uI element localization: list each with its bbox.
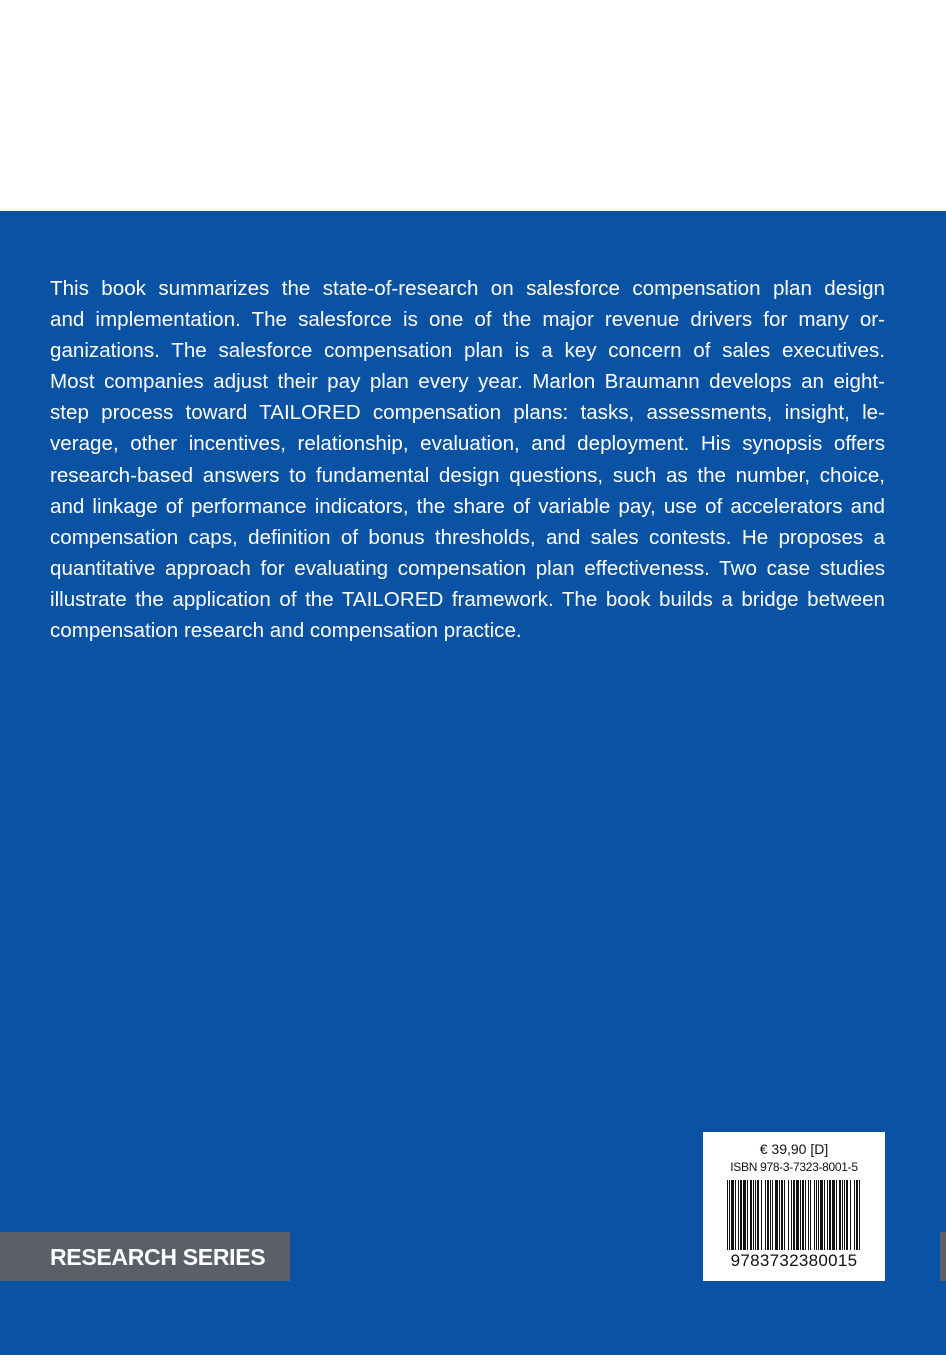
blurb-line: research-based answers to fundamental design questions, such as the number, choice,: [50, 463, 885, 487]
isbn: ISBN 978-3-7323-8001-5: [730, 1160, 858, 1174]
blurb-line: compensation caps, definition of bonus thresholds, and sales contests. He proposes a: [50, 525, 885, 549]
blurb-line: This book summarizes the state-of-research on salesforce compensation plan design: [50, 277, 885, 300]
price: € 39,90 [D]: [759, 1141, 829, 1157]
back-cover: [0, 211, 946, 1355]
barcode-bar: [859, 1180, 860, 1250]
blurb-line: step process toward TAILORED compensation plans: tasks, assessments, insight, le-: [50, 401, 885, 425]
blurb-line: and linkage of performance indicators, the share of variable pay, use of accelerators and: [50, 494, 885, 518]
spine-edge-tab: [940, 1232, 946, 1281]
series-label: RESEARCH SERIES: [50, 1244, 266, 1270]
ean-number: 9783732380015: [730, 1251, 858, 1270]
barcode-bars: [727, 1180, 862, 1250]
blurb-text: [50, 273, 885, 646]
blurb-line: quantitative approach for evaluating compensation plan effectiveness. Two case studies: [50, 556, 885, 580]
blurb-line: and implementation. The salesforce is one of the major revenue drivers for many or-: [50, 308, 885, 332]
blurb-line: Most companies adjust their pay plan every year. Marlon Braumann develops an eight-: [50, 370, 885, 394]
blurb-line: illustrate the application of the TAILORED framework. The book builds a bridge between: [50, 587, 885, 611]
blurb-line: ganizations. The salesforce compensation plan is a key concern of sales executives.: [50, 339, 885, 363]
series-banner: [0, 1232, 290, 1281]
blurb-line: compensation research and compensation practice.: [50, 619, 522, 643]
barcode-label: [703, 1132, 885, 1281]
blurb-line: verage, other incentives, relationship, evaluation, and deployment. His synopsis offers: [50, 432, 885, 456]
